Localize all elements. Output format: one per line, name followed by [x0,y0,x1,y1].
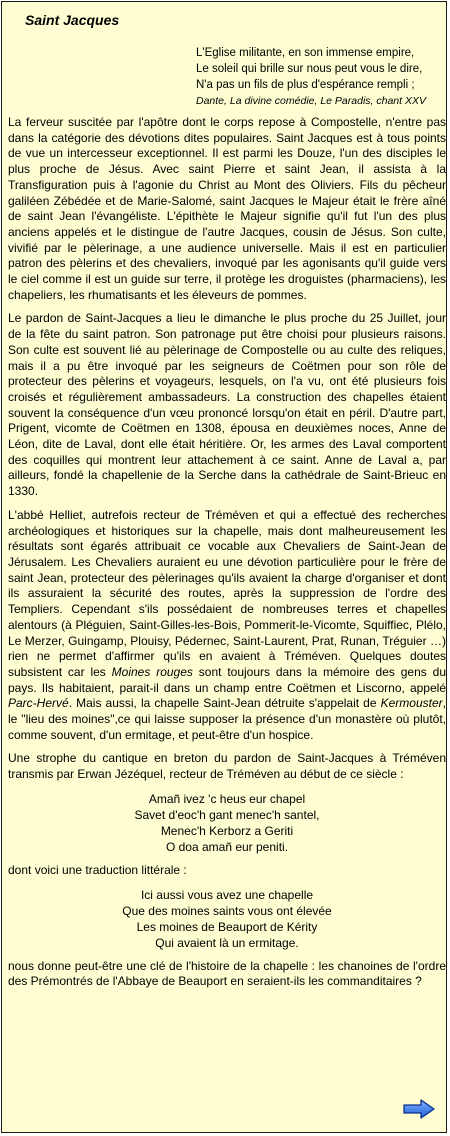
paragraph: La ferveur suscitée par l'apôtre dont le corps repose à Compostelle, n'entre pas dans la catégorie des dévotions dites populaires. Saint Jacques est à tous points de vue un intercesseur exceptionnel. Il est parmi les Douze, l'un des disciples le plus proche de Jésus. Avec saint Pierre et saint Jean, il assista à la Transfiguration puis à l'agonie du Christ au Mont des Oliviers. Fils du pêcheur galiléen Zébédée et de Marie-Salomé, saint Jacques le Majeur était le frère aîné de saint Jean l'évangéliste. L'épithète le Majeur signifie qu'il fut l'un des plus anciens appelés et le distingue de l'autre Jacques, cousin de Jésus. Son culte, vivifié par le pèlerinage, a une audience universelle. Mais il est en particulier patron des pèlerins et des chevaliers, invoqué par les agonisants qu'il guide vers le ciel comme il est un guide sur terre, il protège les droguistes (pharmaciens), les chapeliers, les rhumatisants et les éleveurs de pommes. [8,115,446,302]
emphasis: Kermouster [380,696,443,711]
paragraph: Une strophe du cantique en breton du pardon de Saint-Jacques à Tréméven transmis par Erwan Jézéquel, recteur de Tréméven au début de ce siècle : [8,751,446,782]
verse-line: O doa amañ eur peniti. [165,839,289,854]
epigraph-citation: Dante, La divine comédie, Le Paradis, chant XXV [196,95,426,107]
french-verse [8,887,446,951]
paragraph-text: . Mais aussi, la chapelle Saint-Jean détruite s'appelait de [68,696,381,711]
paragraph-text: L'abbé Helliet, autrefois recteur de Tréméven et qui a effectué des recherches archéologiques et historiques sur la chapelle, mais dont malheureusement les résultats sont égarés attribuait ce vocable aux Chevaliers de Saint-Jean de Jérusalem. Les Chevaliers auraient eu une dévotion particulière pour le frère de saint Jean, protecteur des pèlerinages qu'ils avaient la charge d'organiser et dont ils assuraient la sécurité des routes, après la suppression de l'ordre des Templiers. Cependant s'ils possédaient de nombreuses terres et chapelles alentours (à Pléguien, Saint-Gilles-les-Bois, Pommerit-le-Vicomte, Squiffiec, Plélo, Le Merzer, Guingamp, Plouisy, Pédernec, Saint-Laurent, Prat, Runan, Tréguier …) rien ne permet d'affirmer qu'ils en avaient à Tréméven. Quelques doutes subsistent car les [8,507,446,679]
epigraph [196,45,426,109]
paragraph: Le pardon de Saint-Jacques a lieu le dimanche le plus proche du 25 Juillet, jour de la fête du saint patron. Son patronage put être choisi pour plusieurs raisons. Son culte est souvent lié au pèlerinage de Compostelle ou au culte des reliques, mais il a pu être invoqué par les seigneurs de Coëtmen pour son rôle de protecteur des pèlerins et voyageurs, lesquels, on l'a vu, ont été plusieurs fois croisés et régulièrement ambassadeurs. La construction des chapelles étaient souvent la conséquence d'un vœu prononcé lorsqu'on était en péril. D'autre part, Prigent, vicomte de Coëtmen en 1308, épousa en deuxièmes noces, Anne de Léon, dite de Laval, dont elle était héritière. Or, les armes des Laval comportent des coquilles qui montrent leur attachement à ce saint. Anne de Laval a, par ailleurs, fondé la chapellenie de la Serche dans la cathédrale de Saint-Brieuc en 1330. [8,311,446,499]
emphasis: Moines rouges [111,664,193,679]
paragraph: nous donne peut-être une clé de l'histoire de la chapelle : les chanoines de l'ordre des Prémontrés de l'Abbaye de Beauport en seraient-ils les commanditaires ? [8,958,446,989]
verse-line: Menec'h Kerborz a Geriti [160,823,294,838]
verse-line: Qui avaient là un ermitage. [155,935,299,950]
epigraph-line: L'Eglise militante, en son immense empire, [196,47,415,59]
verse-line: Amañ ivez 'c heus eur chapel [148,791,306,806]
verse-line: Que des moines saints vous ont élevée [122,903,332,918]
page-title: Saint Jacques [25,12,120,28]
emphasis: Parc-Hervé [8,696,69,711]
paragraph: dont voici une traduction littérale : [8,862,187,877]
verse-line: Ici aussi vous avez une chapelle [140,887,314,902]
paragraph-text: sont toujours dans la mémoire des gens du pays. Ils habitaient, parait-il dans un champ entre Coëtmen et Liscorno, appelé [8,664,446,695]
page-frame [1,1,447,1133]
breton-verse [8,791,446,855]
epigraph-line: N'a pas un fils de plus d'espérance rempli ; [196,79,415,91]
article-body [8,115,446,998]
verse-line: Savet d'eoc'h gant menec'h santel, [134,807,320,822]
paragraph [8,508,446,744]
right-arrow-icon[interactable] [401,1098,437,1120]
verse-line: Les moines de Beauport de Kérity [136,919,318,934]
paragraph-text: , le "lieu des moines",ce qui laisse supposer la présence d'un monastère où plutôt, comme souvent, d'un ermitage, et peut-être d'un hospice. [8,696,446,742]
epigraph-line: Le soleil qui brille sur nous peut vous le dire, [196,63,423,75]
